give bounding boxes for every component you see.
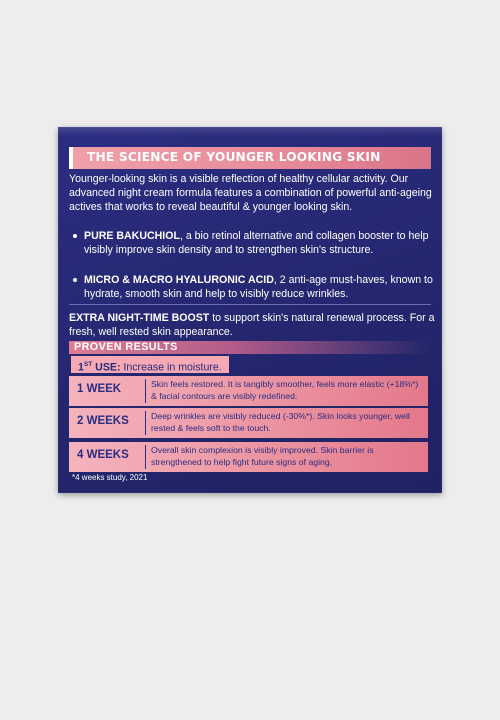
- bullet-dot-icon: [73, 234, 77, 238]
- first-use-text: Increase in moisture.: [120, 361, 222, 374]
- night-boost-name: EXTRA NIGHT-TIME BOOST: [69, 312, 210, 324]
- bullet-hyaluronic-text: , 2 anti-age must-haves, known to hydrate, smooth skin and help to visibly reduce wrinkles.: [84, 274, 433, 301]
- bullet-bakuchiol-text: , a bio retinol alternative and collagen booster to help visibly improve skin density and to strengthen skin's structure.: [84, 230, 429, 257]
- result-row-2-weeks: [69, 408, 428, 438]
- night-boost-text: to support skin's natural renewal process. For a fresh, well rested skin appearance.: [69, 312, 435, 339]
- title-banner: [69, 147, 431, 169]
- night-boost-paragraph: [69, 311, 439, 339]
- result-week-label: 1 WEEK: [77, 383, 122, 395]
- row-separator: [145, 445, 146, 469]
- proven-results-banner: [69, 341, 431, 354]
- section-title: THE SCIENCE OF YOUNGER LOOKING SKIN: [87, 150, 381, 164]
- bullet-dot-icon: [73, 278, 77, 282]
- bullet-bakuchiol: [84, 229, 434, 257]
- result-week-label: 2 WEEKS: [77, 415, 129, 427]
- divider: [69, 304, 431, 305]
- result-description: Skin feels restored. It is tangibly smoother, feels more elastic (+18%*) & facial contours are visibly redefined.: [151, 379, 419, 401]
- proven-results-heading: PROVEN RESULTS: [74, 341, 178, 353]
- result-row-4-weeks: [69, 442, 428, 472]
- first-use-label: USE:: [92, 361, 121, 374]
- row-separator: [145, 379, 146, 403]
- bullet-hyaluronic-name: MICRO & MACRO HYALURONIC ACID: [84, 274, 274, 286]
- study-footnote: *4 weeks study, 2021: [72, 473, 148, 482]
- first-use-result: [71, 356, 229, 373]
- bullet-bakuchiol-name: PURE BAKUCHIOL: [84, 230, 180, 242]
- first-use-sup: ST: [83, 361, 93, 368]
- intro-paragraph: Younger-looking skin is a visible reflection of healthy cellular activity. Our advanced night cream formula features a combination of powerful anti-ageing actives that works to reveal beautiful & younger looking skin.: [69, 173, 432, 214]
- title-accent-bar: [69, 147, 73, 169]
- first-use-number: 1: [78, 361, 84, 374]
- result-week-label: 4 WEEKS: [77, 449, 129, 461]
- bullet-hyaluronic: [84, 273, 434, 301]
- product-box-panel: [58, 127, 442, 493]
- row-separator: [145, 411, 146, 435]
- result-row-1-week: [69, 376, 428, 406]
- result-description: Overall skin complexion is visibly improved. Skin barrier is strengthened to help fight future signs of aging.: [151, 445, 374, 467]
- result-description: Deep wrinkles are visibly reduced (-30%*). Skin looks younger, well rested & feels soft to the touch.: [151, 411, 410, 433]
